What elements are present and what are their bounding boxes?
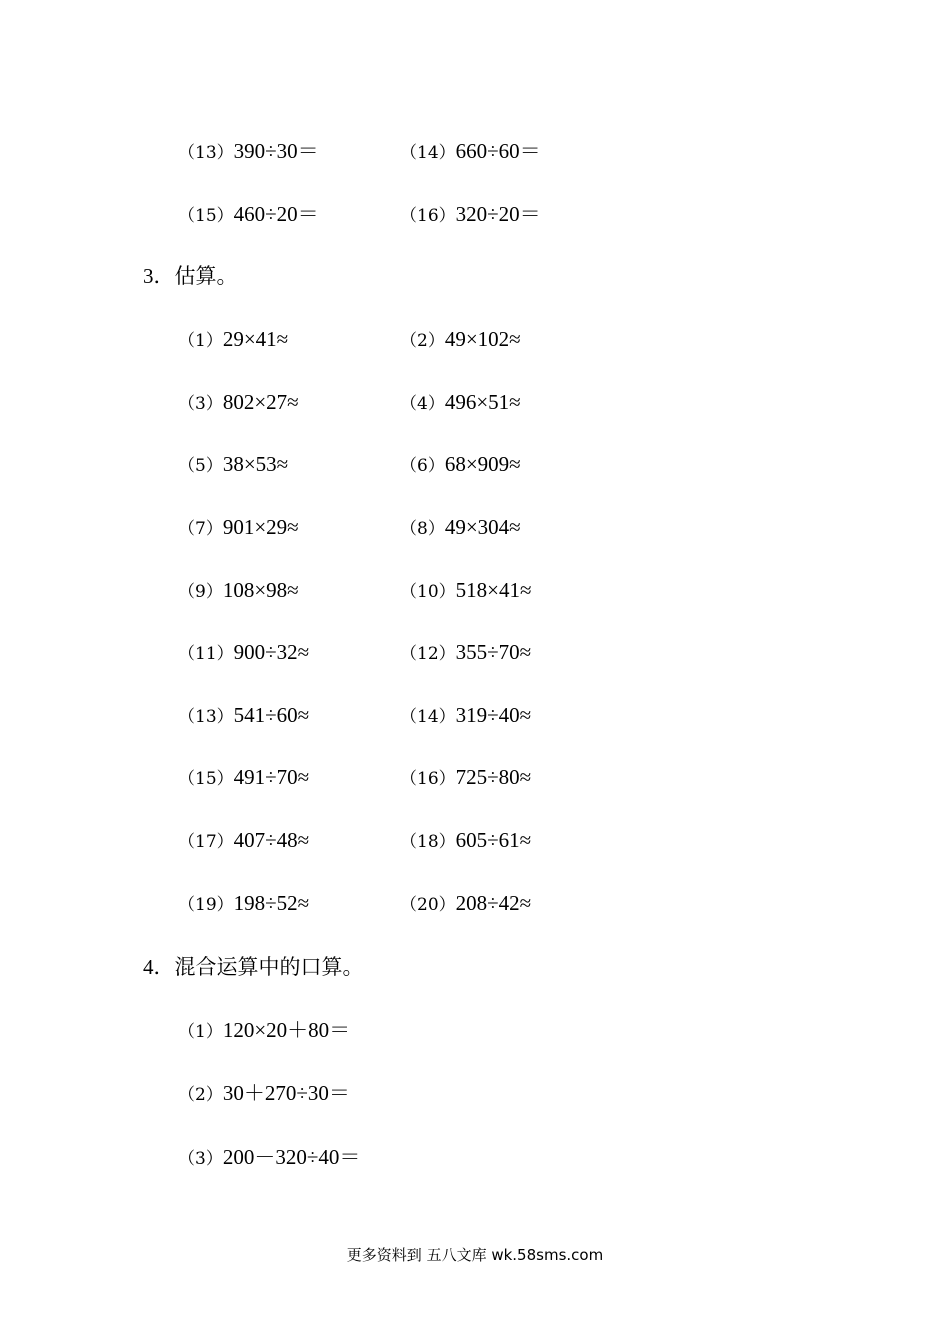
problem-row xyxy=(0,695,950,735)
problem-expression: 605÷61≈ xyxy=(455,828,532,852)
problem-expression: 901×29≈ xyxy=(222,515,299,539)
problem-item xyxy=(400,131,541,173)
problem-number: （4） xyxy=(400,394,445,414)
problem-number: （1） xyxy=(178,331,223,351)
problem-item xyxy=(400,632,531,674)
problem-number: （3） xyxy=(178,394,223,414)
problem-row xyxy=(0,757,950,797)
problem-item xyxy=(400,319,521,361)
problem-expression: 407÷48≈ xyxy=(233,828,310,852)
problem-number: （1） xyxy=(178,1022,223,1042)
problem-expression: 900÷32≈ xyxy=(233,640,310,664)
problem-row xyxy=(0,883,950,923)
problem-expression: 38×53≈ xyxy=(222,452,289,476)
problem-item xyxy=(400,570,532,612)
problem-number: （13） xyxy=(178,143,234,163)
section-number: 4． xyxy=(143,955,175,979)
problem-number: （10） xyxy=(400,582,456,602)
section-title: 混合运算中的口算。 xyxy=(174,955,364,979)
problem-expression: 208÷42≈ xyxy=(455,891,532,915)
problem-expression: 802×27≈ xyxy=(222,390,299,414)
problem-item xyxy=(178,632,309,674)
problem-expression: 29×41≈ xyxy=(222,327,289,351)
problem-expression: 108×98≈ xyxy=(222,578,299,602)
problem-number: （17） xyxy=(178,832,234,852)
problem-expression: 49×304≈ xyxy=(444,515,521,539)
problem-row xyxy=(0,632,950,672)
problem-number: （14） xyxy=(400,707,456,727)
section-number: 3． xyxy=(143,264,175,288)
problem-row xyxy=(0,1010,950,1050)
problem-number: （16） xyxy=(400,206,456,226)
problem-item xyxy=(400,695,531,737)
problem-item xyxy=(178,444,288,486)
problem-row xyxy=(0,131,950,171)
problem-item xyxy=(178,382,299,424)
problem-number: （2） xyxy=(178,1085,223,1105)
problem-expression: 198÷52≈ xyxy=(233,891,310,915)
problem-expression: 491÷70≈ xyxy=(233,765,310,789)
problem-number: （20） xyxy=(400,895,456,915)
problem-item xyxy=(178,194,319,236)
problem-row xyxy=(0,382,950,422)
problem-number: （11） xyxy=(178,644,234,664)
problem-item xyxy=(400,883,531,925)
problem-expression: 660÷60＝ xyxy=(455,139,541,163)
problem-item xyxy=(178,820,309,862)
problem-expression: 355÷70≈ xyxy=(455,640,532,664)
problem-number: （19） xyxy=(178,895,234,915)
problem-expression: 200－320÷40＝ xyxy=(222,1145,361,1169)
problem-number: （13） xyxy=(178,707,234,727)
section-3-heading xyxy=(143,256,238,296)
problem-number: （7） xyxy=(178,519,223,539)
problem-number: （15） xyxy=(178,206,234,226)
problem-item xyxy=(400,757,531,799)
problem-expression: 30＋270÷30＝ xyxy=(222,1081,350,1105)
problem-expression: 390÷30＝ xyxy=(233,139,319,163)
problem-item xyxy=(178,883,309,925)
problem-row xyxy=(0,820,950,860)
problem-number: （8） xyxy=(400,519,445,539)
problem-number: （15） xyxy=(178,769,234,789)
problem-number: （16） xyxy=(400,769,456,789)
problem-item xyxy=(178,1010,350,1052)
problem-number: （5） xyxy=(178,456,223,476)
problem-number: （12） xyxy=(400,644,456,664)
problem-expression: 496×51≈ xyxy=(444,390,521,414)
problem-row xyxy=(0,444,950,484)
problem-item xyxy=(400,382,521,424)
problem-number: （9） xyxy=(178,582,223,602)
problem-row xyxy=(0,1073,950,1113)
problem-item xyxy=(400,444,521,486)
problem-item xyxy=(400,820,531,862)
problem-row xyxy=(0,319,950,359)
problem-number: （3） xyxy=(178,1149,223,1169)
problem-item xyxy=(400,507,521,549)
footer-watermark: 更多资料到 五八文库 wk.58sms.com xyxy=(346,1246,604,1264)
section-4-heading xyxy=(143,947,364,987)
problem-expression: 49×102≈ xyxy=(444,327,521,351)
problem-expression: 320÷20＝ xyxy=(455,202,541,226)
problem-item xyxy=(178,1137,360,1179)
problem-row xyxy=(0,1137,950,1177)
problem-number: （6） xyxy=(400,456,445,476)
problem-row xyxy=(0,194,950,234)
problem-item xyxy=(178,131,319,173)
problem-item xyxy=(400,194,541,236)
problem-number: （2） xyxy=(400,331,445,351)
problem-item xyxy=(178,507,299,549)
problem-expression: 725÷80≈ xyxy=(455,765,532,789)
problem-row xyxy=(0,570,950,610)
problem-item xyxy=(178,570,299,612)
problem-expression: 541÷60≈ xyxy=(233,703,310,727)
problem-item xyxy=(178,695,309,737)
problem-expression: 120×20＋80＝ xyxy=(222,1018,351,1042)
problem-number: （14） xyxy=(400,143,456,163)
section-title: 估算。 xyxy=(174,264,238,288)
problem-item xyxy=(178,1073,350,1115)
problem-row xyxy=(0,507,950,547)
problem-expression: 319÷40≈ xyxy=(455,703,532,727)
problem-item xyxy=(178,757,309,799)
problem-expression: 518×41≈ xyxy=(455,578,532,602)
problem-number: （18） xyxy=(400,832,456,852)
problem-expression: 460÷20＝ xyxy=(233,202,319,226)
problem-item xyxy=(178,319,288,361)
problem-expression: 68×909≈ xyxy=(444,452,521,476)
